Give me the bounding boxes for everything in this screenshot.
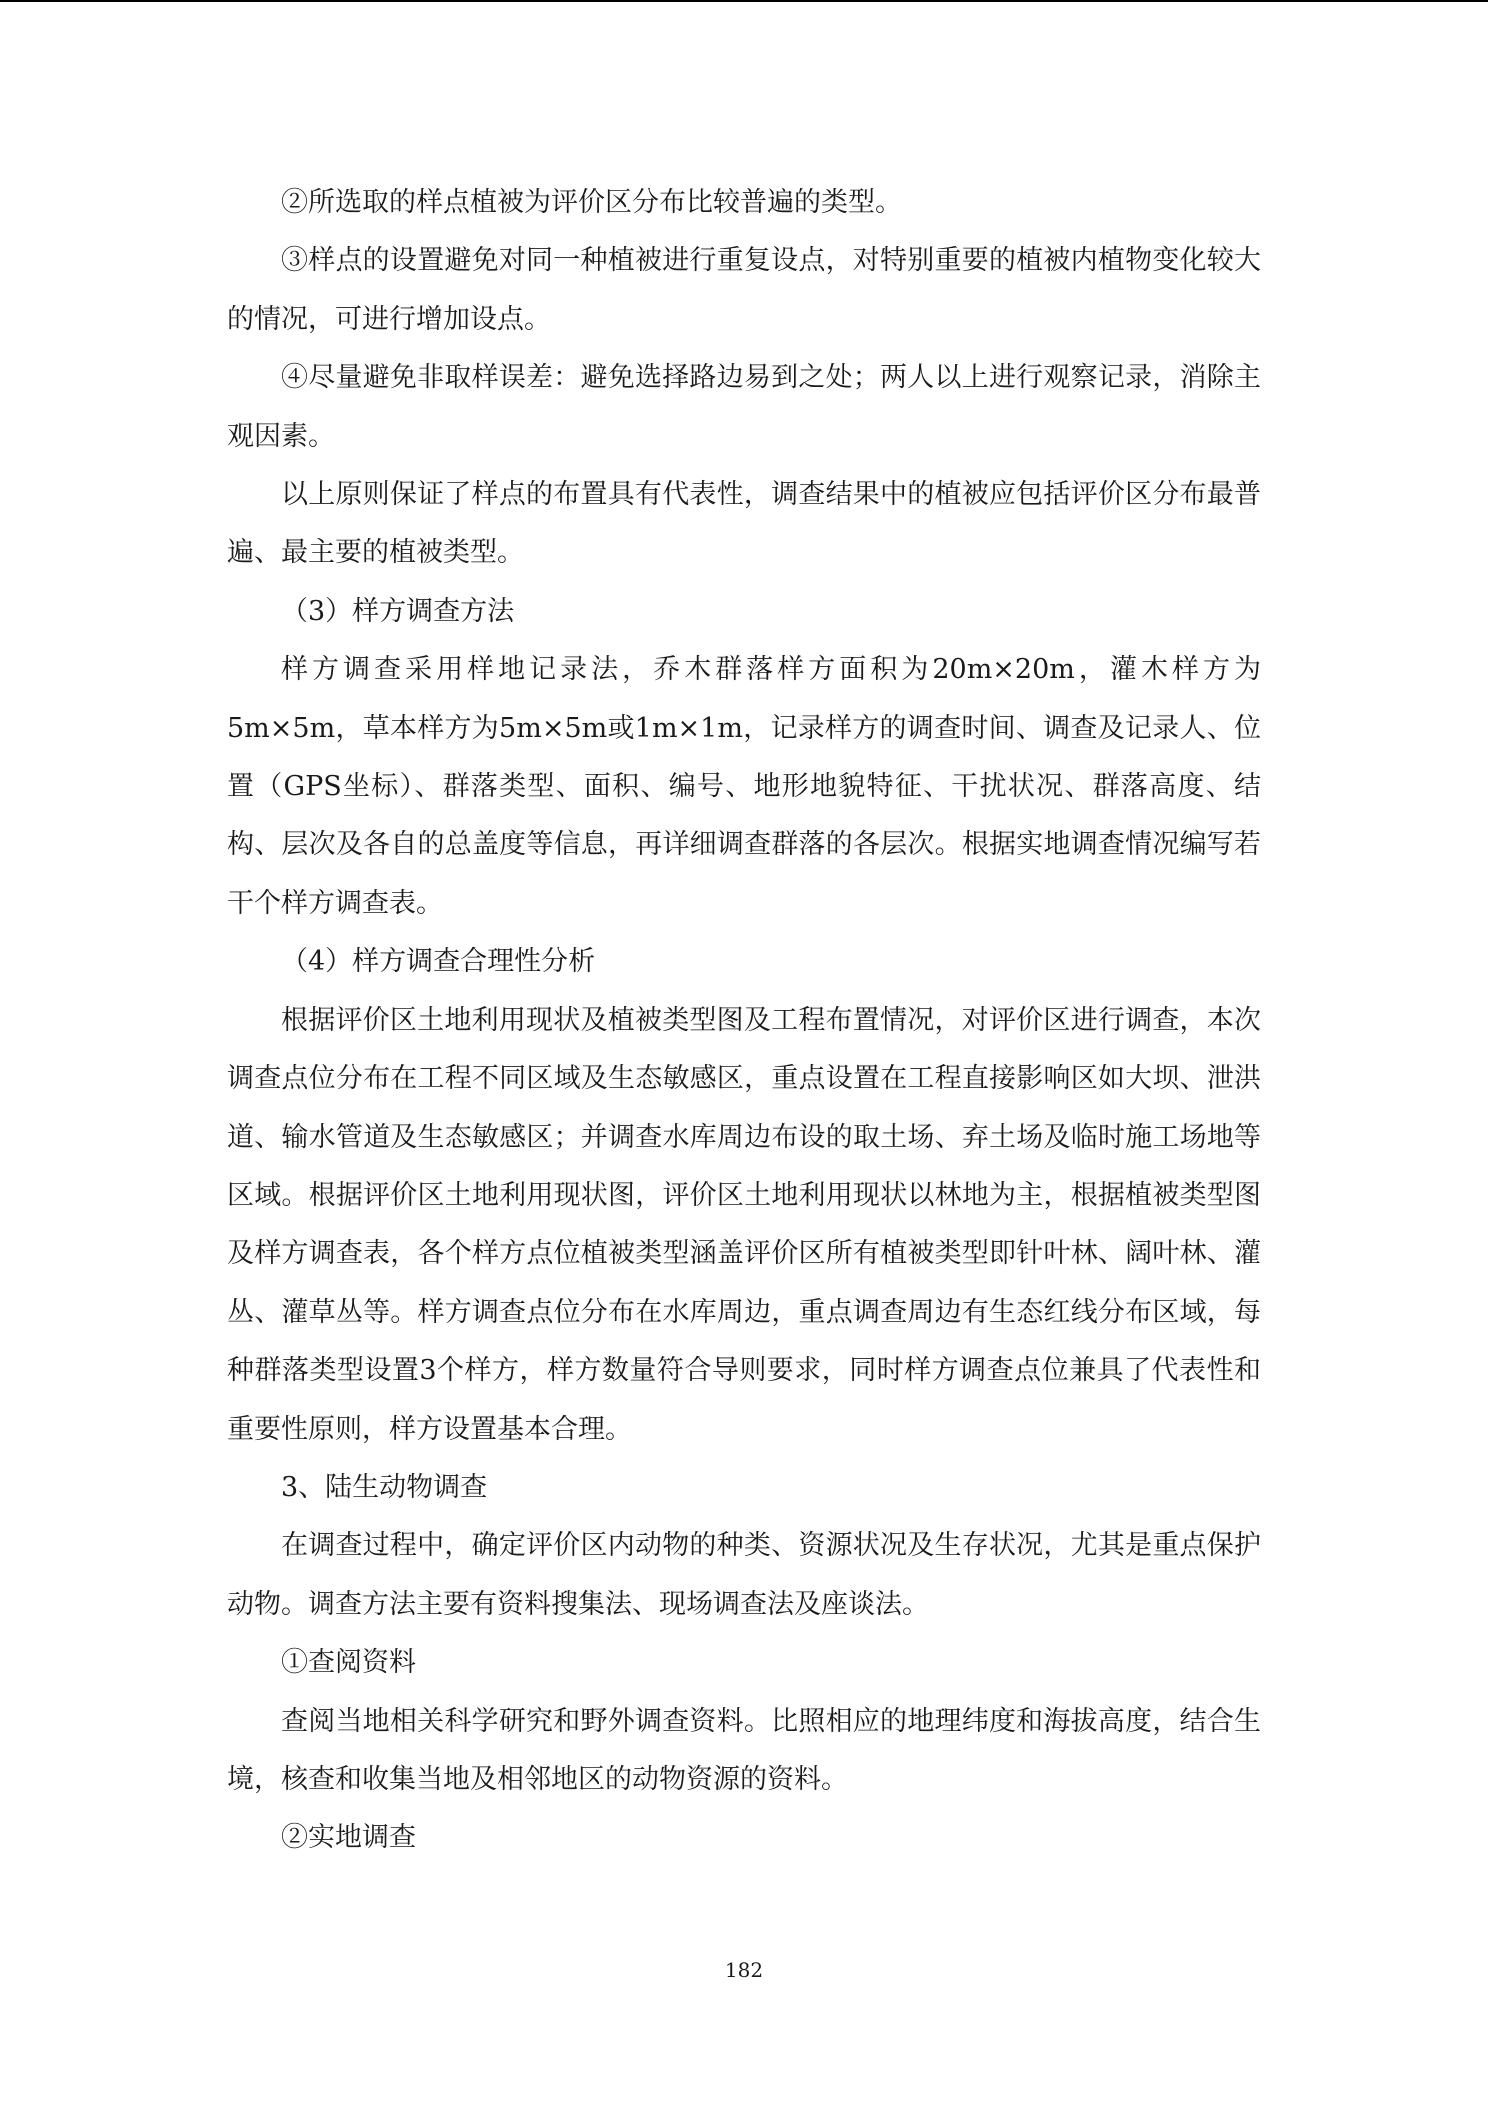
page-number: 182 bbox=[724, 1958, 764, 1982]
paragraph-principle-summary: 以上原则保证了样点的布置具有代表性，调查结果中的植被应包括评价区分布最普遍、最主要的植被类型。 bbox=[227, 479, 1261, 569]
paragraph-quadrat-method: 样方调查采用样地记录法，乔木群落样方面积为20m×20m，灌木样方为5m×5m，草本样方为5m×5m或1m×1m，记录样方的调查时间、调查及记录人、位置（GPS坐标）、群落类型、面积、编号、地形地貌特征、干扰状况、群落高度、结构、层次及各自的总盖度等信息，再详细调查群落的各层次。根据实地调查情况编写若干个样方调查表。 bbox=[227, 654, 1261, 919]
paragraph-quadrat-rationality: 根据评价区土地利用现状及植被类型图及工程布置情况，对评价区进行调查，本次调查点位分布在工程不同区域及生态敏感区，重点设置在工程直接影响区如大坝、泄洪道、输水管道及生态敏感区；并调查水库周边布设的取土场、弃土场及临时施工场地等区域。根据评价区土地利用现状图，评价区土地利用现状以林地为主，根据植被类型图及样方调查表，各个样方点位植被类型涵盖评价区所有植被类型即针叶林、阔叶林、灌丛、灌草丛等。样方调查点位分布在水库周边，重点调查周边有生态红线分布区域，每种群落类型设置3个样方，样方数量符合导则要求，同时样方调查点位兼具了代表性和重要性原则，样方设置基本合理。 bbox=[227, 1004, 1261, 1445]
heading-quadrat-method: （3）样方调查方法 bbox=[281, 595, 515, 627]
heading-terrestrial-animal-survey: 3、陆生动物调查 bbox=[281, 1471, 488, 1503]
heading-literature-review: ①查阅资料 bbox=[281, 1647, 416, 1679]
paragraph-non-sampling-error: ④尽量避免非取样误差：避免选择路边易到之处；两人以上进行观察记录，消除主观因素。 bbox=[227, 362, 1261, 452]
paragraph-animal-survey-intro: 在调查过程中，确定评价区内动物的种类、资源状况及生存状况，尤其是重点保护动物。调查方法主要有资料搜集法、现场调查法及座谈法。 bbox=[227, 1530, 1261, 1620]
heading-quadrat-rationality: （4）样方调查合理性分析 bbox=[281, 946, 596, 978]
paragraph-literature-review: 查阅当地相关科学研究和野外调查资料。比照相应的地理纬度和海拔高度，结合生境，核查和收集当地及相邻地区的动物资源的资料。 bbox=[227, 1705, 1261, 1795]
heading-field-survey: ②实地调查 bbox=[281, 1822, 416, 1854]
paragraph-sample-point-duplication: ③样点的设置避免对同一种植被进行重复设点，对特别重要的植被内植物变化较大的情况，可进行增加设点。 bbox=[227, 245, 1261, 335]
paragraph-sample-point-type: ②所选取的样点植被为评价区分布比较普遍的类型。 bbox=[281, 187, 902, 218]
document-body bbox=[227, 174, 1261, 1868]
top-border-rule bbox=[0, 0, 1488, 2]
